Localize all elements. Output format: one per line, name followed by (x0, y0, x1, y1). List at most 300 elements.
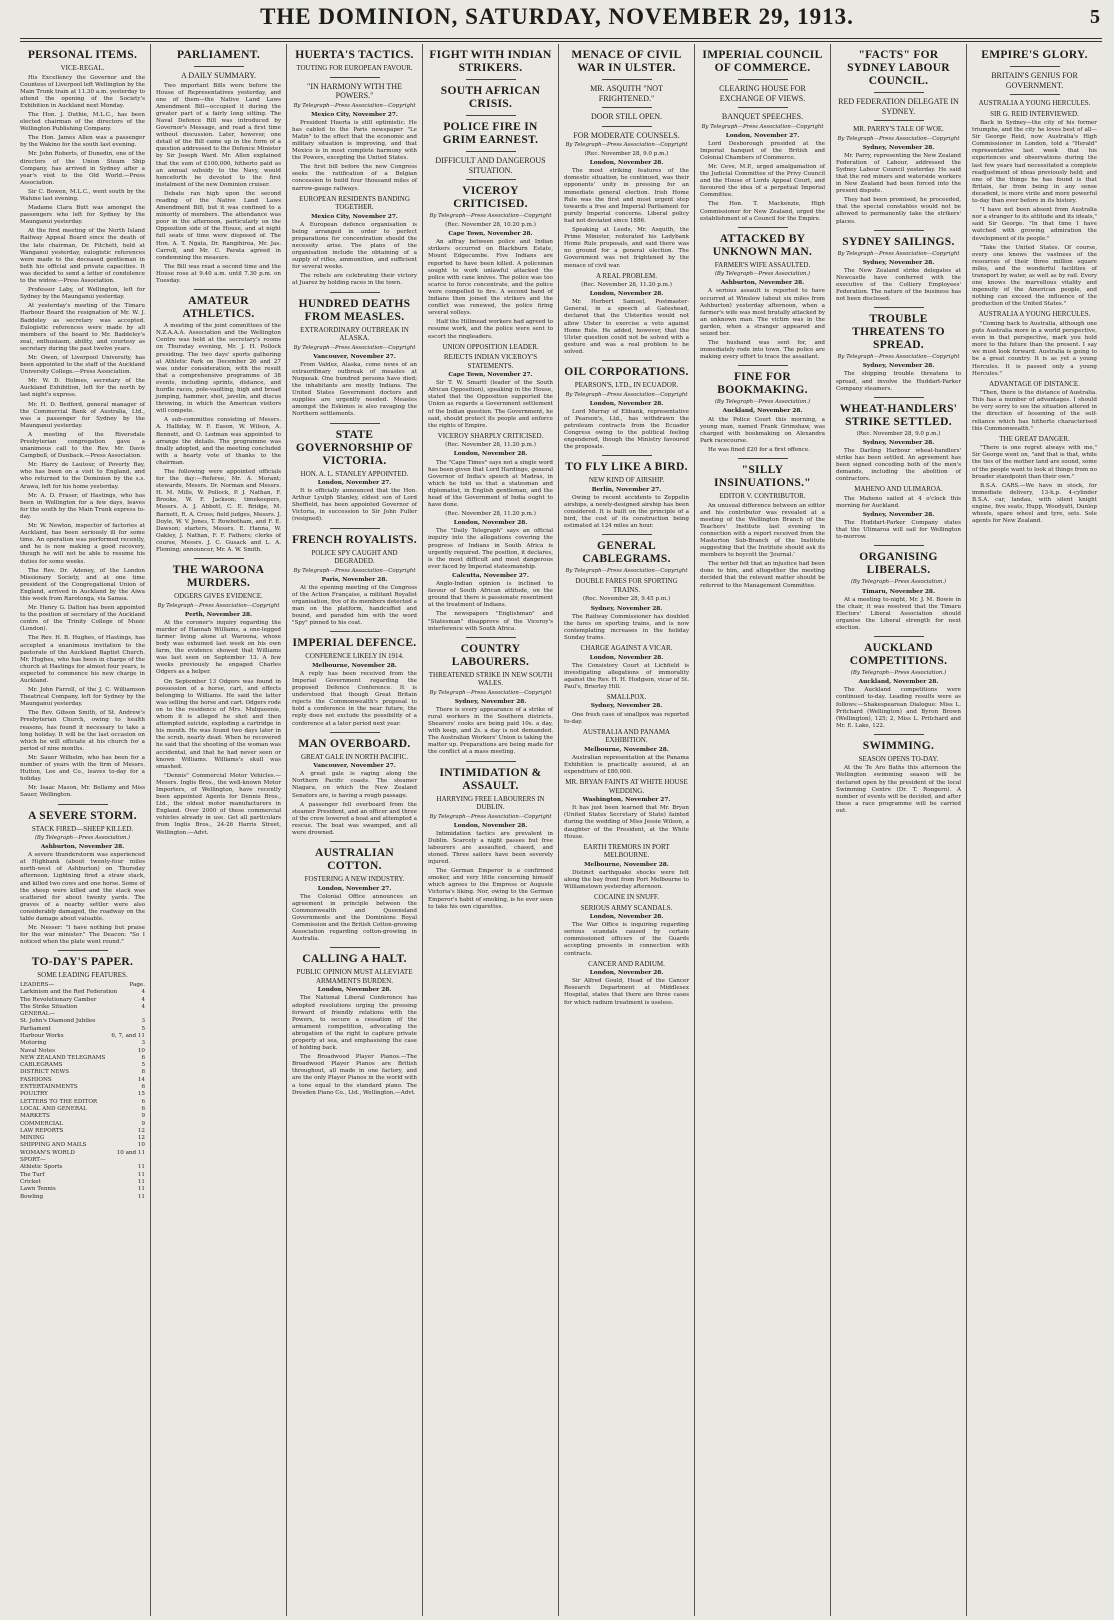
article-divider (330, 947, 380, 948)
dateline: Sydney, November 28. (862, 439, 935, 446)
paragraph: A serious assault is reported to have occurred at Winslow (about six miles from Ashburton) yesterday afternoon, when a farmer's wife was most brutally attacked by an unknown man. The victim was in the garden, when a stranger appeared and seized her. (700, 288, 825, 337)
contents-page: 6 (141, 1105, 145, 1112)
article-divider (330, 77, 380, 78)
contents-section: The Turf (20, 1171, 45, 1178)
contents-row (20, 1128, 145, 1135)
contents-row (20, 1113, 145, 1120)
article-divider (874, 92, 924, 93)
dateline: Ashburton, November 28. (720, 280, 805, 287)
contents-page: 12 (137, 1127, 145, 1134)
dateline: Vancouver, November 27. (313, 763, 396, 770)
received-dateline: (Rec. November 28, 9.45 p.m.) (582, 596, 671, 603)
contents-index (20, 982, 145, 1201)
paragraph: The following were appointed officials for the day:—Referee, Mr. A. Morant; stewards, Messrs. Dr. Norman and Messrs. H. M. Mills, W. Pollock, P. J. Nathan, F. Brooke, W. F. Jackson; timekeepers, Messrs. A. J. Abbott, C. E. Bridge, M. Barnett, R. A. Cross; field judges, Messrs. J. Doyle, W. V. Jones, T. Rowbotham, and F. E. Dawson; starters, Messrs. E. Hanna, W. Oakley, J. Nathan, F. F. Fathers; clerks of course, Messrs. J. C. Gusack and L. A. Fleming; announcer, Mr. A. W. Smith. (156, 469, 281, 554)
dateline: London, November 28. (589, 654, 664, 661)
section-heading: UNION OPPOSITION LEADER. (442, 342, 539, 351)
paragraph: Mr. Sauer Wilhelm, who has been for a number of years with the firm of Messrs. Hutton, Lee and Co., leaves to-day for a holiday. (20, 754, 145, 783)
dateline: London, November 28. (589, 400, 664, 407)
section-heading: NEW KIND OF AIRSHIP. (588, 476, 665, 485)
byline: (By Telegraph—Press Association.) (714, 271, 811, 278)
dateline: Mexico City, November 27. (311, 111, 398, 118)
received-dateline: (Rec. November 28, 11.20 p.m.) (445, 442, 536, 449)
contents-row (20, 1150, 145, 1157)
byline: By Telegraph—Press Association—Copyright (157, 602, 280, 609)
paragraph: Mr. W. Newton, inspector of factories at Auckland, has been seriously ill for some time. An operation was performed recently, and he is now making a good recovery, though he will not be able to resume his duties for some weeks. (20, 523, 145, 565)
dateline: Sydney, November 28. (862, 144, 935, 151)
paragraph: The Broadwood Player Pianos.—The Broadwood Player Pianos are British throughout, all made in one factory, and are the only Player Pianos in the world with a tone equal to the standard piano. The Dresden Piano Co., Ltd., Wellington.—Advt. (292, 1054, 417, 1096)
paragraph: Mr. Parry, representing the New Zealand Federation of Labour, addressed the Sydney Labour Council yesterday. He said that the red miners and waterside workers in New Zealand had been forced into the present dispute. (836, 152, 961, 195)
headline: GENERAL CABLEGRAMS. (582, 540, 671, 566)
article-divider (874, 734, 924, 735)
subheadline: CLEARING HOUSE FOR EXCHANGE OF VIEWS. (719, 84, 806, 103)
contents-page: 11 (137, 1193, 145, 1200)
byline: (By Telegraph—Press Association.) (34, 835, 131, 841)
paragraph: The Rev. H. B. Hughes, of Hastings, has accepted a unanimous invitation to the pastorate of the Auckland Baptist Church. Mr. Hughes, who has been in charge of the church at Hastings for almost four years, is expected to commence his new charge in Auckland. (20, 635, 145, 684)
received-dateline: (Rec. November 28, 9.0 p.m.) (856, 430, 941, 437)
dateline: London, November 28. (317, 987, 392, 994)
dateline: Calcutta, November 27. (452, 572, 529, 579)
contents-section: Larkinism and the Red Federation (20, 989, 118, 996)
contents-section: Cricket (20, 1178, 41, 1185)
contents-section: Harbour Works (20, 1032, 64, 1039)
contents-section: WOMAN'S WORLD (20, 1149, 75, 1156)
byline: By Telegraph—Press Association—Copyright (293, 567, 416, 574)
contents-section: LEADERS— (20, 981, 55, 988)
section-heading: COCAINE IN SNUFF. (594, 893, 659, 902)
subheadline: RED FEDERATION DELEGATE IN SYDNEY. (838, 97, 959, 116)
paragraph: The New Zealand strike delegates at Newcastle have conferred with the executive of the Colliery Employees' Federation. The nature of the business has not been disclosed. (836, 267, 961, 303)
contents-row (20, 1091, 145, 1098)
headline: SYDNEY SAILINGS. (842, 235, 955, 248)
paragraph: The Darling Harbour wheat-handlers' strike has been settled. An agreement has been signed conceding both of the men's demands, including the abolition of contractors. (836, 447, 961, 483)
article-divider (330, 732, 380, 733)
paragraph: Mr. Harry de Lautour, of Poverty Bay, who has been on a visit to England, and who returned to the Dominion by the s.s. Arawa, left for his home yesterday. (20, 462, 145, 490)
article-divider (466, 115, 516, 116)
byline: By Telegraph—Press Association—Copyright (565, 391, 688, 398)
section-heading: THE GREAT DANGER. (999, 434, 1070, 443)
dateline: Sydney, November 28. (862, 363, 935, 370)
paragraph: Mr. Henry G. Dalton has been appointed to the position of secretary of the Auckland centre of the Trinity College of Music (London). (20, 605, 145, 633)
paragraph: The husband was sent for, and immediately rode into town. The police are making every effort to trace the assailant. (700, 340, 825, 361)
article-divider (602, 126, 652, 127)
paragraph: The "Daily Telegraph" says an official inquiry into the allegations covering the progress of Indians in South Africa is urgently required. The position, it declares, is the most difficult and most dangerous ever faced by Imperial statesmanship. (428, 528, 553, 570)
section-heading: VICE-REGAL. (60, 64, 105, 72)
contents-row (20, 1040, 145, 1047)
contents-page: 14 (137, 1076, 145, 1083)
contents-row (20, 997, 145, 1004)
paragraph: Half the Hillmead workers had agreed to resume work, and the police were sent to escort the ringleaders. (428, 319, 553, 340)
paragraph: It has just been learned that Mr. Bryan (United States Secretary of State) fainted during the wedding of Miss Jessie Wilson, a daughter of the President, at the White House. (564, 805, 689, 840)
paragraph: At the coroner's inquiry regarding the murder of Hannah Williams, a one-legged farmer living alone at Waroona, whose body was exhumed last week on his own farm, the evidence showed that Williams was last seen on September 13. A few weeks previously he engaged Charles Odgers as a helper. (156, 619, 281, 676)
dateline: Melbourne, November 28. (584, 861, 669, 868)
subheadline: A DAILY SUMMARY. (181, 71, 256, 80)
byline: By Telegraph—Press Association—Copyright (837, 250, 960, 257)
article-divider (466, 151, 516, 152)
contents-section: NEW ZEALAND TELEGRAMS (20, 1054, 106, 1061)
article-divider (738, 79, 788, 80)
dateline: Sydney, November 28. (590, 703, 663, 710)
subheadline: BRITAIN'S GENIUS FOR GOVERNMENT. (991, 71, 1078, 90)
article-divider (874, 307, 924, 308)
contents-row (20, 1018, 145, 1025)
contents-section: Lawn Tennis (20, 1186, 56, 1193)
headline: "FACTS" FOR SYDNEY LABOUR COUNCIL. (847, 49, 950, 87)
page-number: 5 (1090, 6, 1100, 28)
article-divider (330, 292, 380, 293)
paragraph: A severe thunderstorm was experienced at Highbank (about twenty-four miles north-west of Ashburton) on Thursday afternoon. Lightning fired a straw stack, and killed two cows and one horse. Some of the sheep were killed and the stack was scattered for about twenty yards. The graves of a nearby settler were also considerably damaged, the roadway on the table damage about valuable. (20, 852, 145, 923)
section-heading: VICEROY SHARPLY CRITICISED. (437, 431, 544, 440)
paragraph: Mr. John Farrell, of the J. C. Williamson Theatrical Company, left for Sydney by the Maunganui yesterday. (20, 687, 145, 708)
section-heading: CONFERENCE LIKELY IN 1914. (305, 652, 404, 661)
section-heading: CANCER AND RADIUM. (588, 959, 665, 968)
dateline: London, November 27. (317, 885, 392, 892)
paragraph: The Hon. J. Duthie, M.L.C., has been elected chairman of the directors of the Wellington Publishing Company. (20, 111, 145, 133)
dateline: London, November 28. (589, 970, 664, 977)
headline: AUCKLAND COMPETITIONS. (849, 642, 948, 668)
byline: (By Telegraph—Press Association.) (850, 579, 947, 586)
contents-page: 6 (141, 1084, 145, 1091)
article-divider (738, 107, 788, 108)
contents-page: 5 (141, 1062, 145, 1069)
paragraph: Two important Bills were before the House of Representatives yesterday, and one of them—the Native Land Laws Amendment Bill—occupied it during the greater part of a fairly long sitting. The Naval Defence Bill was introduced by Governor's Message, and read a first time without discussion. Later, however, one detail of the Bill came up in the form of a question addressed to the Defence Minister by Sir Joseph Ward. Mr. Allen explained that the sum of £100,000, hitherto paid as an annual subsidy to the Navy, would henceforth be devoted to the first instalment of the new Dominion cruiser. (156, 82, 281, 188)
newspaper-title: THE DOMINION, SATURDAY, NOVEMBER 29, 1913. (260, 4, 854, 29)
paragraph: It is officially announced that the Hon. Arthur Lyulph Stanley, eldest son of Lord Sheffield, has been appointed Governor of Victoria, in succession to Sir John Fuller (resigned). (292, 488, 417, 523)
newspaper-columns (20, 44, 1102, 1616)
paragraph: The first bill before the new Congress seeks the ratification of a Belgian concession to build four thousand miles of narrow-gauge railways. (292, 164, 417, 192)
contents-section: Bowling (20, 1193, 44, 1200)
paragraph: Mr. Nesser: "I have nothing but praise for the war minister." The Deacon: "So I noticed when the plate went round." (20, 925, 145, 946)
headline: ATTACKED BY UNKNOWN MAN. (712, 232, 813, 258)
paragraph: They had been promised, he proceeded, that the special constables would not be allowed to permanently take the strikers' places. (836, 197, 961, 225)
subheadline: MR. ASQUITH "NOT FRIGHTENED." (590, 84, 663, 103)
contents-row (20, 982, 145, 989)
column-4 (422, 44, 558, 1616)
contents-row (20, 1062, 145, 1069)
section-heading: MR. PARRY'S TALE OF WOE. (853, 125, 944, 133)
contents-page (141, 1011, 145, 1018)
paragraph: An affray between police and Indian strikers occurred on Blackburn Estate, Mount Edgecumbe. Five Indians are reported to have been killed. A policeman sought to work unlawful attacked the police with cane knives. The police was too scarce to force concentrate, and the police were compelled to fire. A second band of Indians then joined the strikers and the conflict was renewed, the police firing several volleys. (428, 239, 553, 317)
contents-page: 4 (141, 996, 145, 1003)
contents-page: 11 (137, 1186, 145, 1193)
headline: TROUBLE THREATENS TO SPREAD. (852, 313, 945, 352)
paragraph: A great gale is raging along the Northern Pacific coasts. The steamer Niagara, on which the New Zealand Senators are, is having a rough passage. (292, 771, 417, 799)
paragraph: Professor Laby, of Wellington, left for Sydney by the Maunganui yesterday. (20, 287, 145, 301)
paragraph: Owing to recent accidents to Zeppelin airships, a newly-designed airship has been considered. It is built on the principle of a bird, the cost of its construction being estimated at 124 miles an hour. (564, 494, 689, 530)
paragraph: "There is one regret always with me," Sir George went on, "and that is that, while the ties of the mother land are sound, some of the people want to look at things from no broader standpoint than their own." (972, 445, 1097, 480)
paragraph: The rebels are celebrating their victory at Juarez by holding races in the town. (292, 273, 417, 287)
received-dateline: (Rec. November 28, 10.20 p.m.) (445, 222, 536, 229)
byline: By Telegraph—Press Association—Copyright (565, 142, 688, 148)
contents-row (20, 1077, 145, 1084)
section-heading: EARTH TREMORS IN PORT MELBOURNE. (583, 842, 670, 860)
contents-section: Parliament (20, 1025, 51, 1032)
headline: MENACE OF CIVIL WAR IN ULSTER. (571, 49, 682, 74)
paragraph: A European defence organisation is being arranged in order to perfect preparations for concentration should the necessity arise. The plans of the organisation include the obtaining of a supply of rifles, ammunition, and sufficient for several weeks. (292, 221, 417, 271)
paragraph: At yesterday's meeting of the Timaru Harbour Board the resignation of Mr. W. J. Baddeley as secretary was accepted. Eulogistic references were made by all members of the board to Mr. Baddeley's zeal, enthusiasm, ability, and courtesy as secretary during the past twelve years. (20, 303, 145, 352)
paragraph: "I have not been absent from Australia nor a stranger to its attitude and its ideals," said Sir George. "In that time I have watched with growing admiration the development of its people." (972, 207, 1097, 242)
paragraph: Madame Clara Butt was amongst the passengers who left for Sydney by the Maunganui yesterday. (20, 205, 145, 226)
paragraph: Mr. W. D. Holmes, secretary of the Auckland Exhibition, left for the north by last night's express. (20, 378, 145, 399)
section-heading: A REAL PROBLEM. (596, 271, 657, 280)
contents-page: 6 (141, 1054, 145, 1061)
paragraph: Distinct earthquake shocks were felt along the bay front from Port Melbourne to Williamstown yesterday afternoon. (564, 869, 689, 890)
headline: SWIMMING. (862, 739, 935, 752)
paragraph: His Excellency the Governor and the Countess of Liverpool left Wellington by the Main Trunk train at 11.30 a.m. yesterday to attend the opening of the Society's Exhibition in Auckland next Monday. (20, 74, 145, 109)
contents-page: 4 (141, 989, 145, 996)
paragraph: The Auckland competitions were continued to-day. Leading results were as follows:—Shakespearean Dialogue: Miss L. Pritchard (Wellington) and Byron Brown (Wellington), 125; 2, Miss L. Pritchard and Mr. E. Lake, 122. (836, 687, 961, 729)
contents-row (20, 1164, 145, 1171)
paragraph: "Take the United States. Of course, every one knows the vastness of the resources of their three million square miles, and the wonderful facilities of transport by water, as well as by rail. Every one knows the marvellous vitality and ingenuity of the American people, and nothing can exceed the influence of the production of the United States." (972, 244, 1097, 308)
received-dateline: (Rec. November 28, 9.0 p.m.) (584, 151, 669, 158)
contents-section: FASHIONS (20, 1076, 52, 1083)
dateline: Melbourne, November 28. (312, 662, 397, 669)
paragraph: Mr. Owen, of Liverpool University, has been appointed to the staff of the Auckland University College.—Press Association. (20, 354, 145, 376)
paragraph: The Hon. T. Mackenzie, High Commissioner for New Zealand, urged the establishment of a Council for the Empire. (700, 201, 825, 222)
paragraph: The Colonial Office announces an agreement in principle between the Commonwealth and Queensland Governments and the Dominions Royal Commission and the British Cotton-growing Association regarding cotton-growing in Australia. (292, 893, 417, 943)
headline: AUSTRALIAN COTTON. (314, 847, 395, 873)
headline: INTIMIDATION & ASSAULT. (439, 766, 542, 792)
dateline: Cape Town, November 27. (448, 372, 533, 379)
received-dateline: (Rec. November 28, 11.20 p.m.) (445, 511, 536, 518)
paragraph: B.S.A. CARS.—We have in stock, for immediate delivery, 13-h.p. 4-cylinder B.S.A. car, landau, with silent knight engine, five seats, Hupp, Woodyatt, Dunlop wheels, spare wheel and tyre, sets. Sole agents for New Zealand. (972, 482, 1097, 525)
contents-row (20, 989, 145, 996)
column-6 (694, 44, 830, 1616)
column-1 (20, 44, 150, 1616)
paragraph: The Consistory Court at Lichfield is investigating allegations of immorality against the Rev. H. H. Hodgson, vicar of St. Paul's, Brierley Hill. (564, 662, 689, 690)
paragraph: On September 13 Odgers was found in possession of a horse, cart, and effects belonging to Williams. He said the latter was selling the horse and cart. Odgers rode on to the residence of Mrs. Mulqueenie, whom it is alleged he shot and then attempted suicide, exploding a cartridge in his mouth. He was found two days later in the scrub, nearly dead. When he recovered he said that the shooting of the woman was accidental, and that he had never seen or known Williams. Williams's skull was smashed. (156, 678, 281, 770)
article-divider (874, 120, 924, 121)
dateline: Washington, November 27. (582, 797, 671, 804)
contents-section: Motoring (20, 1040, 47, 1047)
contents-page: 10 and 11 (116, 1149, 145, 1156)
paragraph: The Bill was read a second time and the House rose at 9.40 a.m. until 7.30 p.m. on Tuesday. (156, 263, 281, 285)
masthead-rule-bottom (20, 41, 1102, 42)
dateline: London, November 28. (453, 822, 528, 829)
byline: By Telegraph—Press Association—Copyright (293, 344, 416, 351)
section-heading: AUSTRALIA A YOUNG HERCULES. (978, 99, 1091, 107)
section-heading: FOSTERING A NEW INDUSTRY. (304, 875, 405, 884)
masthead-rule-top (20, 38, 1102, 39)
section-heading: ADVANTAGE OF DISTANCE. (989, 379, 1080, 388)
paragraph: At a meeting to-night, Mr. J. M. Bowie in the chair, it was resolved that the Timaru Electors' Liberal Association should organise the Liberal strength for next election. (836, 596, 961, 632)
contents-page: 9 (141, 1120, 145, 1127)
contents-section: CABLEGRAMS (20, 1062, 63, 1069)
dateline: Sydney, November 28. (454, 698, 527, 705)
dateline: Timaru, November 28. (862, 588, 935, 595)
paragraph: "Coming back to Australia, although one puts Australia more in a world perspective, even in that perspective, mark you hold more to the future than the present. I say we must look forward. Australia is going to be a great country. It is as yet a young Hercules. It is passed only a young Hercules." (972, 320, 1097, 377)
article-divider (602, 360, 652, 361)
section-heading: THREATENED STRIKE IN NEW SOUTH WALES. (428, 670, 553, 688)
contents-row (20, 1194, 145, 1201)
contents-section: LETTERS TO THE EDITOR (20, 1098, 98, 1105)
dateline: Cape Town, November 28. (448, 231, 533, 238)
column-7 (830, 44, 966, 1616)
contents-row (20, 1135, 145, 1142)
paragraph: President Huerta is still optimistic. He has cabled to the Paris newspaper "Le Matin" to the effect that the economic and military situation is improving, and that Mexico is in most complete harmony with the Powers, excepting the United States. (292, 119, 417, 162)
dateline: London, November 28. (453, 451, 528, 458)
headline: STATE GOVERNORSHIP OF VICTORIA. (295, 428, 414, 467)
dateline: Sydney, November 28. (862, 512, 935, 519)
byline: (By Telegraph—Press Association.) (714, 399, 811, 406)
dateline: Auckland, November 28. (858, 679, 939, 686)
byline: (By Telegraph—Press Association.) (850, 670, 947, 677)
headline: COUNTRY LABOURERS. (451, 642, 530, 668)
paragraph: A passenger fell overboard from the steamer President, and an officer and three of the crew lowered a boat and attempted a rescue. The boat was swamped, and all were drowned. (292, 801, 417, 836)
headline: EMPIRE'S GLORY. (981, 49, 1088, 61)
section-heading: POLICE SPY CAUGHT AND DEGRADED. (311, 548, 398, 566)
paragraph: The Railway Commissioner has doubled the fares on sporting trains, and is now contemplating increases in the holiday Sunday trains. (564, 613, 689, 641)
headline: HUNDRED DEATHS FROM MEASLES. (298, 297, 411, 323)
headline: POLICE FIRE IN GRIM EARNEST. (442, 121, 539, 146)
headline: CALLING A HALT. (302, 953, 407, 966)
article-divider (330, 841, 380, 842)
article-divider (330, 631, 380, 632)
byline: By Telegraph—Press Association—Copyright (837, 354, 960, 361)
headline: THE WAROONA MURDERS. (172, 564, 265, 590)
contents-row (20, 1069, 145, 1076)
contents-page: 5 (141, 1025, 145, 1032)
section-heading: SEASON OPENS TO-DAY. (858, 754, 939, 763)
contents-row (20, 1106, 145, 1113)
article-divider (58, 804, 108, 805)
contents-section: GENERAL— (20, 1011, 56, 1018)
dateline: Mexico City, November 27. (311, 213, 398, 220)
paragraph: From Valdez, Alaska, come news of an extraordinary outbreak of measles at Nuqueak. One hundred persons have died; the inhabitants are mostly Indians. The United States Government doctors and supplies are urgently needed. Measles amongst the Eskimos is also ravaging the Northern settlements. (292, 361, 417, 418)
article-divider (602, 455, 652, 456)
article-divider (874, 230, 924, 231)
paragraph: At the opening meeting of the Congress of the Action Française, a militant Royalist organisation, five of its members detected a man on the platform, handcuffed and bound, and paraded him with the word "Spy" pinned to his coat. (292, 584, 417, 627)
contents-row (20, 1172, 145, 1179)
headline: VICEROY CRITICISED. (453, 185, 528, 210)
paragraph: At the Police Court this morning, a young man, named Frank Grimshaw, was charged with bookmaking on Alexandra Park racecourse. (700, 416, 825, 444)
paragraph: The most striking features of the domestic situation, he continued, was their opponents' unity in pressing for an immediate general election. Irish Home Rule was the first and most urgent step towards a free and Imperial Parliament for purely Imperial concerns. Liberal policy had not deviated since 1886. (564, 168, 689, 224)
headline: FINE FOR BOOKMAKING. (717, 371, 808, 397)
contents-page: 11 (137, 1178, 145, 1185)
paragraph: The War Office is inquiring regarding serious scandals caused by certain commissioned officers of the Guards accepting presents in connection with contracts. (564, 922, 689, 957)
paragraph: Mr. H. D. Bedford, general manager of the Commercial Bank of Australia, Ltd., was a passenger for Sydney by the Maunganui yesterday. (20, 401, 145, 429)
section-heading: REJECTS INDIAN VICEROY'S STATEMENTS. (443, 353, 538, 370)
article-divider (466, 637, 516, 638)
article-divider (874, 545, 924, 546)
section-heading: EXTRAORDINARY OUTBREAK IN ALASKA. (300, 325, 409, 343)
article-divider (194, 289, 244, 290)
headline: AMATEUR ATHLETICS. (182, 295, 255, 321)
dateline: London, November 27. (317, 480, 392, 486)
masthead (0, 0, 1114, 40)
section-heading: PEARSON'S, LTD., IN ECUADOR. (574, 381, 679, 390)
dateline: Vancouver, November 27. (313, 353, 396, 360)
dateline: London, November 28. (589, 291, 664, 298)
contents-section: The Strike Situation (20, 1003, 78, 1010)
article-divider (874, 397, 924, 398)
paragraph: Sir T. W. Smartt (leader of the South African Opposition), speaking in the House, stated that the Opposition supported the Union as regards a Government settlement of the Indian question. The Government, he said, should protect its people and enforce the rights of Empire. (428, 380, 553, 429)
subheadline: "IN HARMONY WITH THE POWERS." (307, 81, 402, 100)
article-divider (874, 636, 924, 637)
section-heading: TOUTING FOR EUROPEAN FAVOUR. (296, 64, 413, 72)
paragraph: A meeting of the Riversdale Presbyterian congregation gave a unanimous call to the Rev. Mr. Davis Campbell, of Dunback.—Press Association. (20, 431, 145, 460)
contents-page: 9 (141, 1113, 145, 1120)
dateline: Sydney, November 28. (862, 259, 935, 266)
paragraph: The newspapers "Englishman" and "Statesman" disapprove of the Viceroy's interference with South Africa. (428, 611, 553, 632)
contents-section: LAW REPORTS (20, 1127, 64, 1134)
section-heading: AUSTRALIA AND PANAMA EXHIBITION. (582, 727, 671, 745)
paragraph: "Dennis" Commercial Motor Vehicles.—Messrs. Inglis Bros., the well-known Motor Importers, of Wellington, have recently been appointed Agents for Dennis Bros., Ltd., the oldest motor manufacturers in England. Over 2000 of these commercial vehicles already in use. Get all particulars from Inglis Bros., 24-26 Harris Street, Wellington.—Advt. (156, 772, 281, 836)
contents-row (20, 1055, 145, 1062)
paragraph: The Rev. Dr. Adeney, of the London Missionary Society, and at one time president of the Congregational Union of England, arrived in Auckland by the Aiwa this week from Rarotonga, via Samoa. (20, 567, 145, 602)
section-heading: EUROPEAN RESIDENTS BANDING TOGETHER. (299, 194, 410, 212)
paragraph: Lord Desborough presided at the Imperial banquet of the British and Colonial Chambers of Commerce. (700, 140, 825, 161)
headline: IMPERIAL DEFENCE. (292, 637, 417, 650)
dateline: Melbourne, November 28. (584, 746, 669, 753)
contents-page: 8 (141, 1069, 145, 1076)
contents-section: SHIPPING AND MAILS (20, 1142, 87, 1149)
contents-page: 15 (137, 1091, 145, 1098)
byline: By Telegraph—Press Association—Copyright (701, 123, 824, 130)
article-divider (602, 79, 652, 80)
section-heading: FARMER'S WIFE ASSAULTED. (714, 260, 811, 269)
section-heading: SOME LEADING FEATURES. (37, 971, 128, 980)
dateline: London, November 28. (453, 520, 528, 527)
paragraph: Back in Sydney—the city of his former triumphs, and the city he loves best of all—Sir George Reid, now Australia's High Commissioner in London, told a "Herald" representative last week that his experiences and observations during the last few years had necessitated a complete readjustment of ideas previously held; and one of the things he has found is that Britain, far from being in any sense decadent, is more virile and more powerful to-day than ever before in its history. (972, 120, 1097, 205)
headline: PARLIAMENT. (176, 49, 261, 61)
article-divider (738, 458, 788, 459)
section-heading: HON. A. L. STANLEY APPOINTED. (300, 469, 409, 478)
headline: PERSONAL ITEMS. (27, 49, 138, 61)
headline: MAN OVERBOARD. (298, 737, 411, 750)
headline: ORGANISING LIBERALS. (859, 551, 938, 577)
column-5 (558, 44, 694, 1616)
column-2 (150, 44, 286, 1616)
dateline: London, November 28. (589, 914, 664, 921)
dateline: Sydney, November 28. (590, 605, 663, 612)
article-divider (1010, 94, 1060, 95)
paragraph: At the Te Aro Baths this afternoon the Wellington swimming season will be declared open by the president of the local Swimming Centre (Dr. T. Rongern). A number of events will be decided, and after these a race programme will be carried out. (836, 765, 961, 814)
headline: TO-DAY'S PAPER. (31, 956, 134, 969)
dateline: Auckland, November 28. (722, 408, 803, 415)
contents-section: Naval Notes (20, 1047, 55, 1054)
contents-row (20, 1142, 145, 1149)
byline: By Telegraph—Press Association—Copyright (429, 813, 552, 820)
contents-page: Page. (129, 981, 145, 988)
contents-page: 4 (141, 1003, 145, 1010)
column-8 (966, 44, 1102, 1616)
section-heading: PUBLIC OPINION MUST ALLEVIATE ARMAMENTS BURDEN. (296, 968, 413, 985)
article-divider (738, 365, 788, 366)
contents-page (141, 1157, 145, 1164)
contents-page: 3 (141, 1040, 145, 1047)
section-heading: MAHENO AND ULIMAROA. (854, 485, 943, 494)
contents-row (20, 1048, 145, 1055)
subheadline: DIFFICULT AND DANGEROUS SITUATION. (435, 156, 546, 175)
contents-row (20, 1011, 145, 1018)
headline: SOUTH AFRICAN CRISIS. (440, 85, 541, 110)
headline: A SEVERE STORM. (28, 809, 137, 822)
paragraph: The Huddart-Parker Company states that the Ulimaroa will sail for Wellington to-morrow. (836, 520, 961, 541)
paragraph: A sub-committee consisting of Messrs. A. Halliday, W. F. Eason, W. Wilson, A. Bennett, and O. Ledman was appointed to arrange the details. The programme was finally adopted, and the meeting concluded with a hearty vote of thanks to the chairman. (156, 417, 281, 466)
contents-row (20, 1084, 145, 1091)
contents-section: SPORT— (20, 1157, 46, 1164)
article-divider (330, 528, 380, 529)
article-divider (330, 423, 380, 424)
contents-section: POULTRY (20, 1091, 48, 1098)
headline: FIGHT WITH INDIAN STRIKERS. (429, 49, 552, 74)
paragraph: Sir Alfred Gould, Head of the Cancer Research Department at Middlesex Hospital, states that there are three cases for which radium treatment is useless. (564, 978, 689, 1006)
section-heading: DOUBLE FARES FOR SPORTING TRAINS. (575, 577, 678, 594)
paragraph: One fresh case of smallpox was reported to-day. (564, 711, 689, 725)
paragraph: The National Liberal Conference has adopted resolutions urging the pressing forward of friendly relations with the Powers, to secure a cessation of the armament competition, advocating the abrogation of the right to capture private property at sea, and emphasising the case of holding back. (292, 995, 417, 1052)
byline: By Telegraph—Press Association—Copyright (429, 213, 552, 219)
subheadline: BANQUET SPEECHES. (721, 112, 804, 121)
